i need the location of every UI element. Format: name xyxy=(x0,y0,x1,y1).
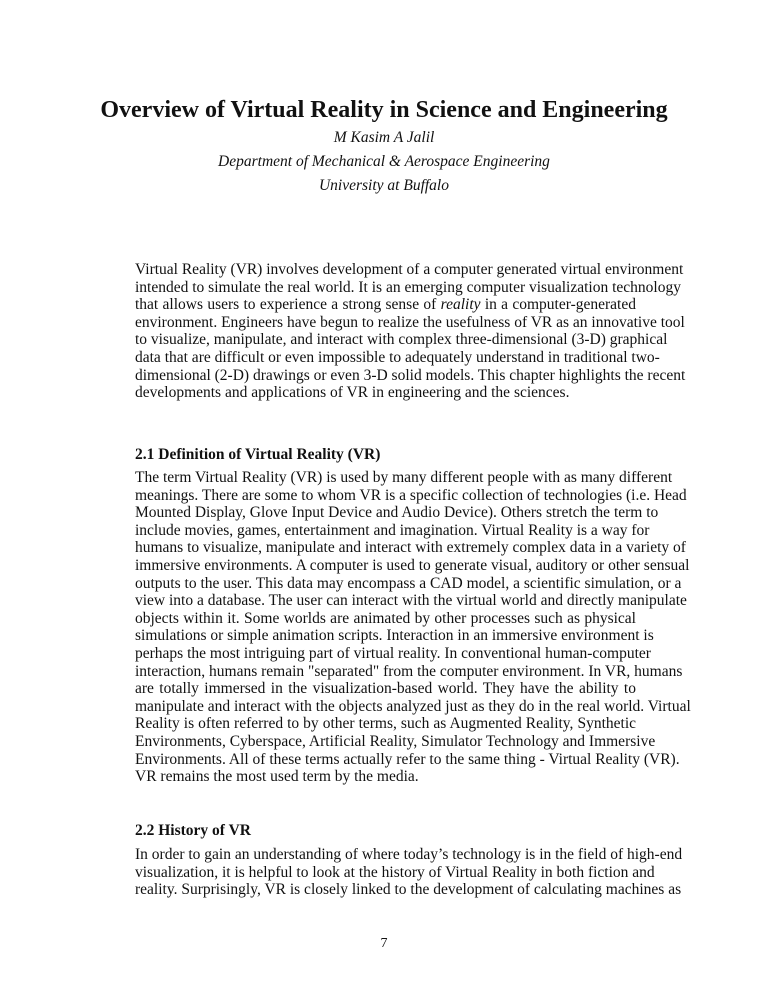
text-line: to visualize, manipulate, and interact with complex three-dimensional (3-D) graphical xyxy=(135,331,668,349)
definition-paragraph xyxy=(135,469,691,786)
text-line: Mounted Display, Glove Input Device and Audio Device). Others stretch the term to xyxy=(135,504,659,522)
text-span: in a computer-generated xyxy=(480,296,636,314)
text-line: objects within it. Some worlds are animated by other processes such as physical xyxy=(135,609,636,627)
text-line: developments and applications of VR in engineering and the sciences. xyxy=(135,384,570,402)
author-name: M Kasim A Jalil xyxy=(333,129,435,146)
section-heading-2-2: 2.2 History of VR xyxy=(135,822,251,839)
text-line: immersive environments. A computer is used to generate visual, auditory or other sensual xyxy=(135,556,690,574)
text-line: data that are difficult or even impossible to adequately understand in traditional two- xyxy=(135,348,660,366)
section-heading-2-1: 2.1 Definition of Virtual Reality (VR) xyxy=(135,446,381,463)
text-line: intended to simulate the real world. It is an emerging computer visualization technology xyxy=(135,278,681,296)
text-line: manipulate and interact with the objects analyzed just as they do in the real world. Virtual xyxy=(135,697,691,715)
text-line: meanings. There are some to whom VR is a specific collection of technologies (i.e. Head xyxy=(135,486,687,504)
text-line: visualization, it is helpful to look at the history of Virtual Reality in both fiction and xyxy=(135,863,655,881)
text-line: include movies, games, entertainment and imagination. Virtual Reality is a way for xyxy=(135,521,650,539)
text-line: outputs to the user. This data may encompass a CAD model, a scientific simulation, or a xyxy=(135,574,682,592)
page-number: 7 xyxy=(380,936,388,951)
text-line: Virtual Reality (VR) involves development of a computer generated virtual environment xyxy=(135,261,684,278)
text-line: interaction, humans remain "separated" from the computer environment. In VR, humans xyxy=(135,662,683,680)
history-paragraph xyxy=(135,846,683,899)
document-title: Overview of Virtual Reality in Science and Engineering xyxy=(100,97,668,123)
text-line: Environments. All of these terms actually refer to the same thing - Virtual Reality (VR). xyxy=(135,750,680,768)
text-line: simulations or simple animation scripts. Interaction in an immersive environment is xyxy=(135,627,654,645)
text-line: environment. Engineers have begun to realize the usefulness of VR as an innovative tool xyxy=(135,313,685,331)
emphasis-text: reality xyxy=(440,296,481,314)
text-line: Environments, Cyberspace, Artificial Reality, Simulator Technology and Immersive xyxy=(135,732,656,750)
text-line: perhaps the most intriguing part of virtual reality. In conventional human-computer xyxy=(135,644,651,662)
text-span: that allows users to experience a strong sense of xyxy=(135,296,441,314)
text-line: In order to gain an understanding of where today’s technology is in the field of high-end xyxy=(135,846,683,863)
text-line: dimensional (2-D) drawings or even 3-D solid models. This chapter highlights the recent xyxy=(135,366,686,384)
text-line: The term Virtual Reality (VR) is used by many different people with as many different xyxy=(135,469,673,486)
author-department: Department of Mechanical & Aerospace Engineering xyxy=(218,153,550,170)
text-line xyxy=(135,296,636,314)
text-line: humans to visualize, manipulate and interact with extremely complex data in a variety of xyxy=(135,539,686,557)
intro-paragraph xyxy=(135,261,686,402)
text-line: are totally immersed in the visualization-based world. They have the ability to xyxy=(135,680,636,698)
text-line: Reality is often referred to by other terms, such as Augmented Reality, Synthetic xyxy=(135,715,636,733)
text-line: view into a database. The user can interact with the virtual world and directly manipulate xyxy=(135,592,687,610)
text-line: reality. Surprisingly, VR is closely linked to the development of calculating machines as xyxy=(135,881,682,899)
text-line: VR remains the most used term by the media. xyxy=(135,768,419,786)
author-university: University at Buffalo xyxy=(318,177,449,194)
